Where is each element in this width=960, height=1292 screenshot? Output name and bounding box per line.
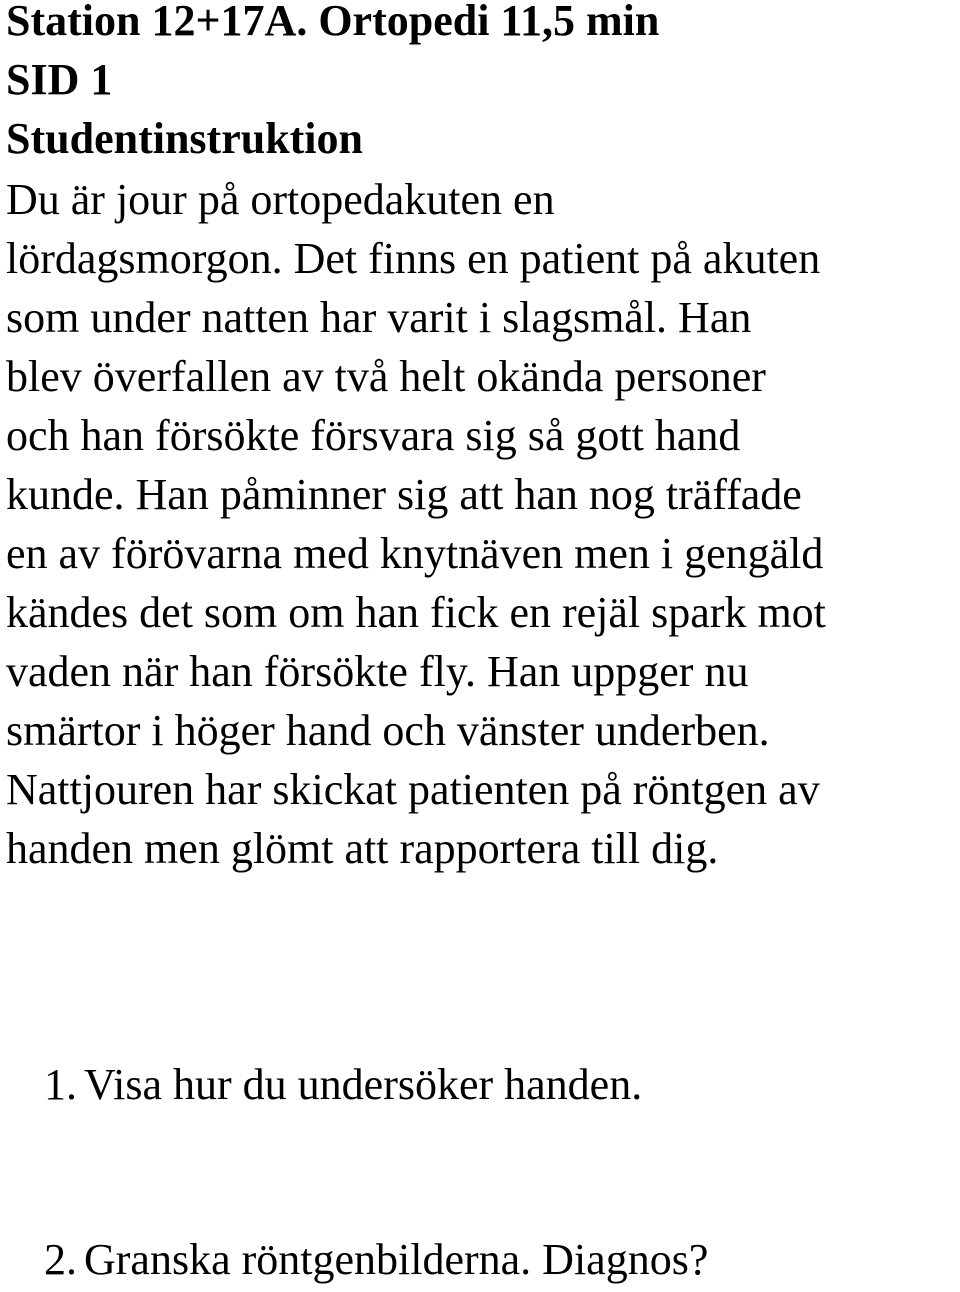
page-title: Station 12+17A. Ortopedi 11,5 min: [6, 0, 660, 45]
body-line: kunde. Han påminner sig att han nog träffade: [6, 470, 802, 519]
body-line: smärtor i höger hand och vänster underben.: [6, 706, 770, 755]
body-line: och han försökte försvara sig så gott hand: [6, 411, 741, 460]
task-text: Visa hur du undersöker handen.: [84, 1060, 643, 1109]
body-line: en av förövarna med knytnäven men i gengäld: [6, 529, 824, 578]
body-line: Nattjouren har skickat patienten på röntgen av: [6, 765, 820, 814]
sid-label: SID 1: [6, 55, 113, 104]
body-line: som under natten har varit i slagsmål. Han: [6, 293, 752, 342]
body-line: kändes det som om han fick en rejäl spark mot: [6, 588, 826, 637]
body-line: handen men glömt att rapportera till dig.: [6, 824, 719, 873]
task-text: Granska röntgenbilderna. Diagnos?: [84, 1235, 709, 1284]
task-number: 1.: [44, 1060, 77, 1109]
task-number: 2.: [44, 1235, 77, 1284]
body-line: blev överfallen av två helt okända personer: [6, 352, 766, 401]
body-line: vaden när han försökte fly. Han uppger nu: [6, 647, 749, 696]
body-line: Du är jour på ortopedakuten en: [6, 175, 555, 224]
section-heading: Studentinstruktion: [6, 114, 364, 163]
body-line: lördagsmorgon. Det finns en patient på akuten: [6, 234, 821, 283]
